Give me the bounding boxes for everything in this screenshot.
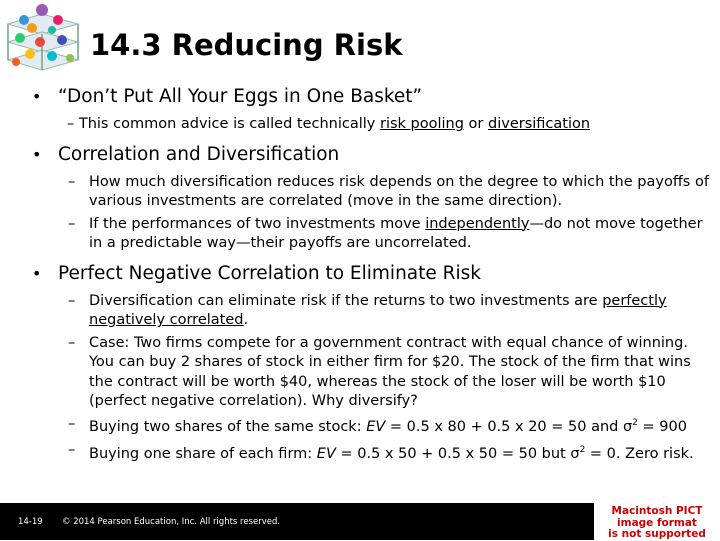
dash-icon: –: [68, 173, 76, 190]
sub-bullet-text: Case: Two firms compete for a government contract with equal chance of winning. You can buy 2 shares of stock in either firm for $20. The stock of the firm that wins the contract will be worth $40, whereas the stock of the loser will be worth $10 (perfect negative correlation). Why diversify?: [89, 334, 691, 409]
independently-term: independently: [425, 215, 530, 232]
bullet-dot-icon: •: [32, 87, 42, 106]
sub-bullet-item: [30, 334, 710, 412]
bullet-item: [30, 261, 710, 287]
logo-icon: [2, 2, 84, 74]
copyright-text: © 2014 Pearson Education, Inc. All rights reserved.: [62, 517, 281, 527]
slide-body: [30, 84, 710, 464]
diversification-term: diversification: [488, 116, 591, 132]
sub-bullet-text: If the performances of two investments move independently—do not move together in a predictable way—their payoffs are uncorrelated.: [89, 215, 703, 251]
placeholder-line: is not supported: [608, 528, 706, 540]
bullet-dot-icon: •: [32, 144, 42, 164]
bullet-item: [30, 142, 710, 168]
placeholder-line: Macintosh PICT: [611, 505, 703, 517]
dash-icon: –: [68, 441, 76, 458]
bullet-text: Correlation and Diversification: [58, 143, 340, 165]
sub-bullet-item: [30, 415, 710, 438]
sub-bullet-item: [30, 173, 710, 212]
footer-bar: [0, 503, 594, 540]
sub-bullet-item: [30, 292, 710, 331]
dash-icon: –: [68, 415, 76, 432]
sub-bullet-text: Buying two shares of the same stock: EV = 0.5 x 80 + 0.5 x 20 = 50 and $\sigma^2 = 900$: [89, 418, 687, 436]
slide-title: 14.3 Reducing Risk: [90, 28, 403, 62]
sub-bullet-item: [30, 215, 710, 254]
sub-bullet-text: – This common advice is called technically risk pooling or diversification: [67, 116, 591, 132]
dash-icon: –: [68, 215, 76, 232]
sub-bullet-item: [30, 441, 710, 464]
bullet-text: “Don’t Put All Your Eggs in One Basket”: [58, 86, 423, 107]
unsupported-image-placeholder: [594, 503, 720, 540]
sub-bullet-item: [30, 115, 710, 135]
risk-pooling-term: risk pooling: [380, 116, 464, 132]
bullet-text: Perfect Negative Correlation to Eliminate Risk: [58, 262, 481, 284]
sub-bullet-text: Diversification can eliminate risk if the returns to two investments are perfectly negatively correlated.: [89, 292, 667, 328]
bullet-item: [30, 84, 710, 110]
sub-bullet-text: How much diversification reduces risk depends on the degree to which the payoffs of various investments are correlated (move in the same direction).: [89, 173, 709, 209]
bullet-dot-icon: •: [32, 263, 42, 283]
sub-bullet-text: Buying one share of each firm: EV = 0.5 x 50 + 0.5 x 50 = 50 but $\sigma^2 = 0$. Zero risk.: [89, 444, 694, 462]
dash-icon: –: [68, 292, 76, 309]
perfectly-negatively-correlated-term: perfectly negatively correlated: [89, 292, 667, 328]
placeholder-line: image format: [617, 516, 697, 529]
dash-icon: –: [68, 334, 76, 351]
slide-number: 14-19: [18, 517, 43, 527]
